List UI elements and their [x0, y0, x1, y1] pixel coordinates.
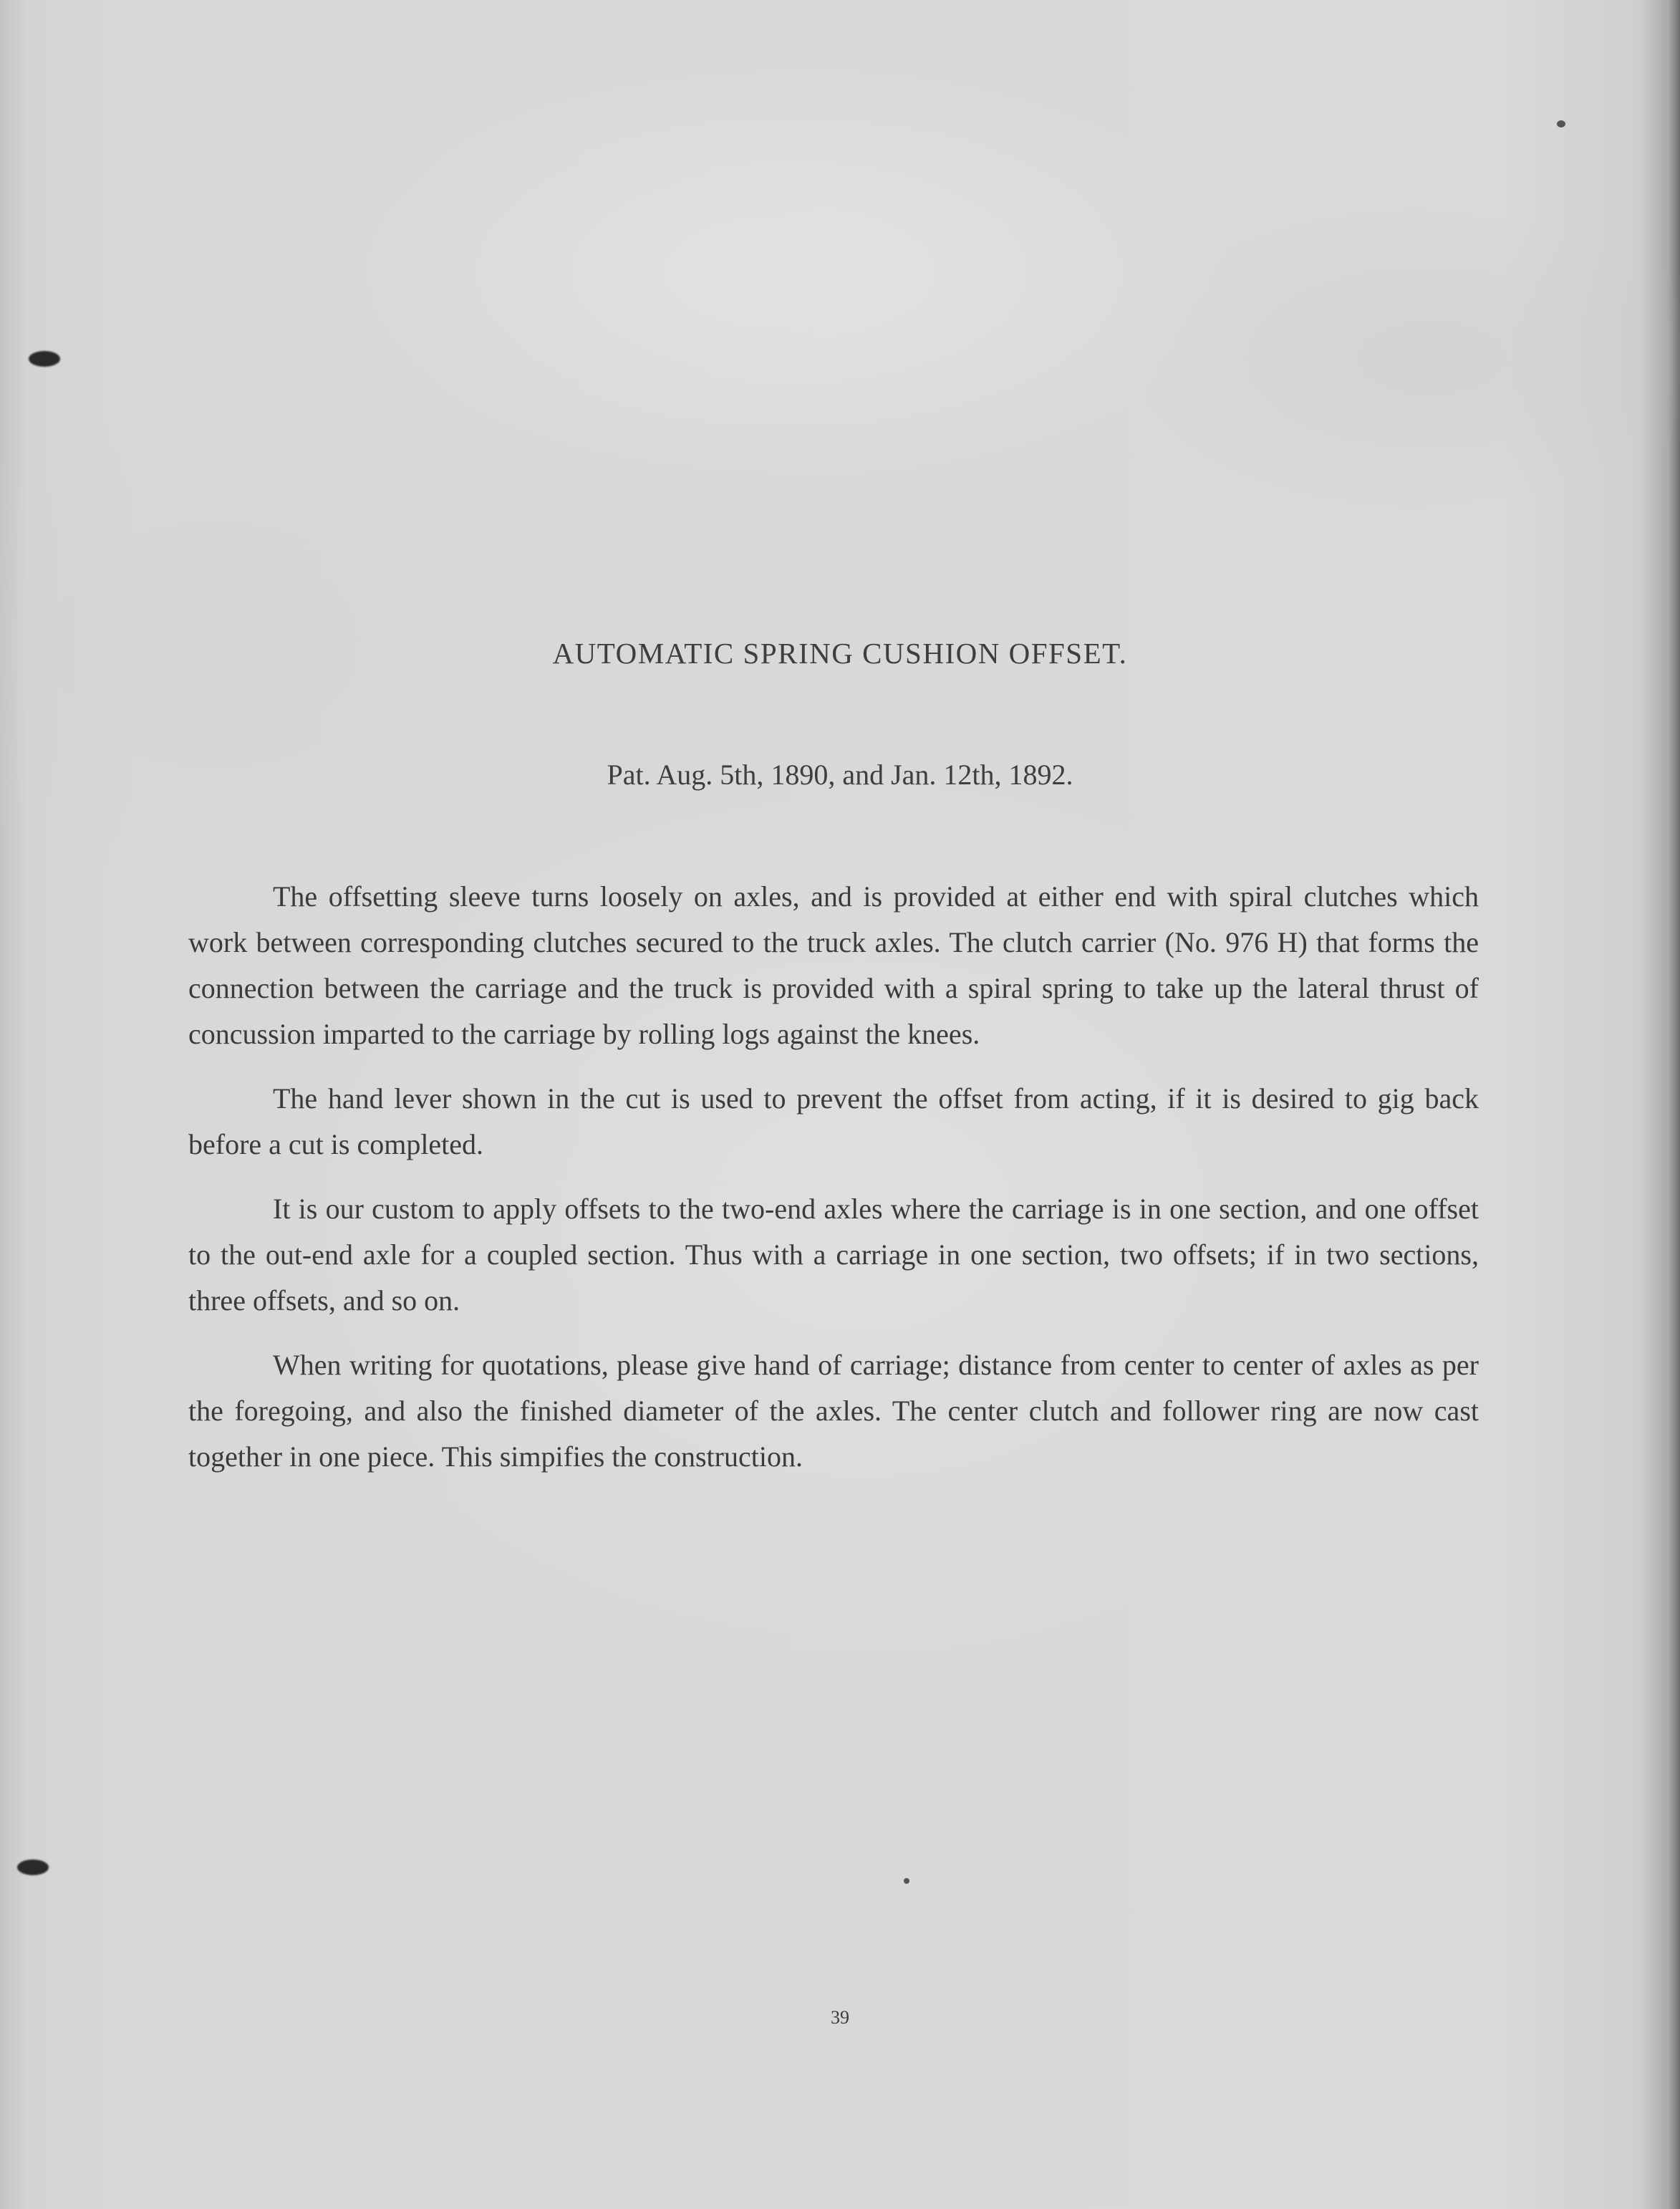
ink-speck [904, 1878, 909, 1884]
binding-hole-upper [29, 351, 60, 367]
paragraph-offsetting-sleeve: The offsetting sleeve turns loosely on axles, and is provided at either end with spiral clutches which work between corresponding clutches secured to the truck axles. The clutch carrier (No. 976 H) that forms the connection between the carriage and the truck is provided with a spiral spring to take up the lateral thrust of concussion imparted to the carriage by rolling logs against the knees. [188, 880, 1479, 1050]
body-text [188, 874, 1479, 1498]
paragraph-hand-lever: The hand lever shown in the cut is used to prevent the offset from acting, if it is desired to gig back before a cut is completed. [188, 1082, 1479, 1160]
paragraph-quotations: When writing for quotations, please give hand of carriage; distance from center to center of axles as per the foregoing, and also the finished diameter of the axles. The center clutch and follower ring are now cast together in one piece. This simpifies the construction. [188, 1349, 1479, 1473]
patent-dates: Pat. Aug. 5th, 1890, and Jan. 12th, 1892. [607, 759, 1073, 791]
ink-speck [1557, 120, 1565, 127]
page-number: 39 [831, 2007, 849, 2028]
binding-hole-lower [17, 1859, 49, 1875]
paragraph-custom-application: It is our custom to apply offsets to the two-end axles where the carriage is in one section, and one offset to the out-end axle for a coupled section. Thus with a carriage in one section, two offsets; if in two sections, three offsets, and so on. [188, 1193, 1479, 1317]
page-title: AUTOMATIC SPRING CUSHION OFFSET. [552, 637, 1128, 670]
